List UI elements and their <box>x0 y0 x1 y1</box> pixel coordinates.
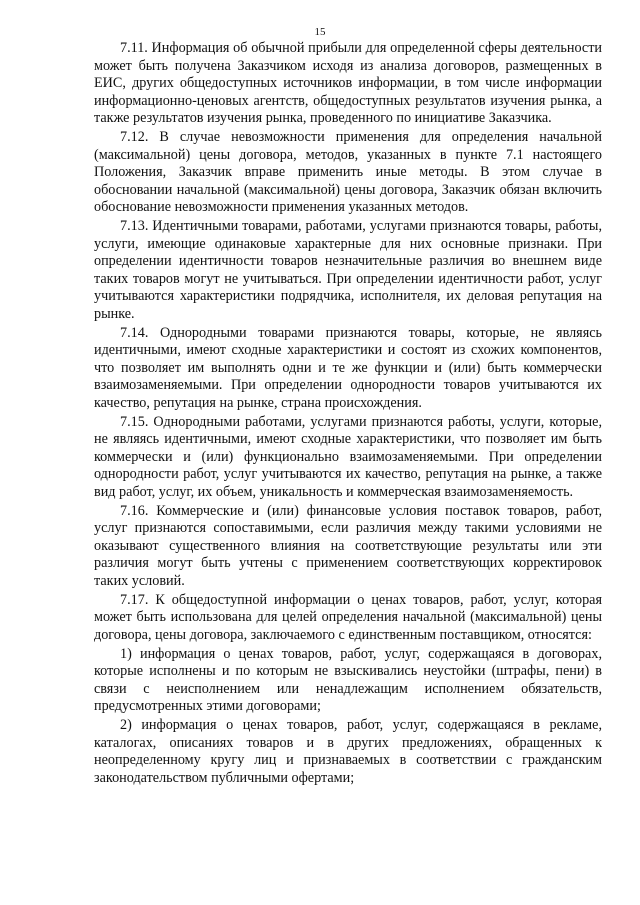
paragraph-7-11: 7.11. Информация об обычной прибыли для определенной сферы деятельности может быть получена Заказчиком исходя из анализа договоров, размещенных в ЕИС, других общедоступных источников информации, в том числе информации информационно-ценовых агентств, общедоступных результатов изучения рынка, а также результатов изучения рынка, проведенного по инициативе Заказчика. <box>94 40 602 127</box>
paragraph-7-16: 7.16. Коммерческие и (или) финансовые условия поставок товаров, работ, услуг признаются сопоставимыми, если различия между такими условиями не оказывают существенного влияния на соответствующие результаты или эти различия могут быть учтены с применением соответствующих корректировок таких условий. <box>94 502 602 589</box>
paragraph-7-14: 7.14. Однородными товарами признаются товары, которые, не являясь идентичными, имеют сходные характеристики и состоят из схожих компонентов, что позволяет им выполнять одни и те же функции и (или) быть коммерчески взаимозаменяемыми. При определении однородности товаров учитываются их качество, репутация на рынке, страна происхождения. <box>94 324 602 411</box>
page-number: 15 <box>314 26 326 38</box>
paragraph-7-13: 7.13. Идентичными товарами, работами, услугами признаются товары, работы, услуги, имеющие одинаковые характерные для них основные признаки. При определении идентичности товаров незначительные различия во внешнем виде таких товаров могут не учитываться. При определении идентичности работ, услуг учитываются характеристики подрядчика, исполнителя, их деловая репутация на рынке. <box>94 218 602 322</box>
list-item-1: 1) информация о ценах товаров, работ, услуг, содержащаяся в договорах, которые исполнены и по которым не взыскивались неустойки (штрафы, пени) в связи с неисполнением или ненадлежащим исполнением обязательств, предусмотренных этими договорами; <box>94 645 602 715</box>
list-item-2: 2) информация о ценах товаров, работ, услуг, содержащаяся в рекламе, каталогах, описаниях товаров и в других предложениях, обращенных к неопределенному кругу лиц и признаваемых в соответствии с гражданским законодательством публичными офертами; <box>94 717 602 786</box>
paragraph-7-17: 7.17. К общедоступной информации о ценах товаров, работ, услуг, которая может быть использована для целей определения начальной (максимальной) цены договора, цены договора, заключаемого с единственным поставщиком, относятся: <box>94 591 602 643</box>
paragraph-7-15: 7.15. Однородными работами, услугами признаются работы, услуги, которые, не являясь идентичными, имеют сходные характеристики, что позволяет им быть коммерчески и (или) функционально взаимозаменяемыми. При определении однородности работ, услуг учитываются их качество, репутация на рынке, а также вид работ, услуг, их объем, уникальность и коммерческая взаимозаменяемость. <box>94 413 602 500</box>
document-body <box>94 40 602 789</box>
paragraph-7-12: 7.12. В случае невозможности применения для определения начальной (максимальной) цены договора, методов, указанных в пункте 7.1 настоящего Положения, Заказчик вправе применить иные методы. В этом случае в обосновании начальной (максимальной) цены договора, Заказчик обязан включить обоснование невозможности применения указанных методов. <box>94 129 602 216</box>
